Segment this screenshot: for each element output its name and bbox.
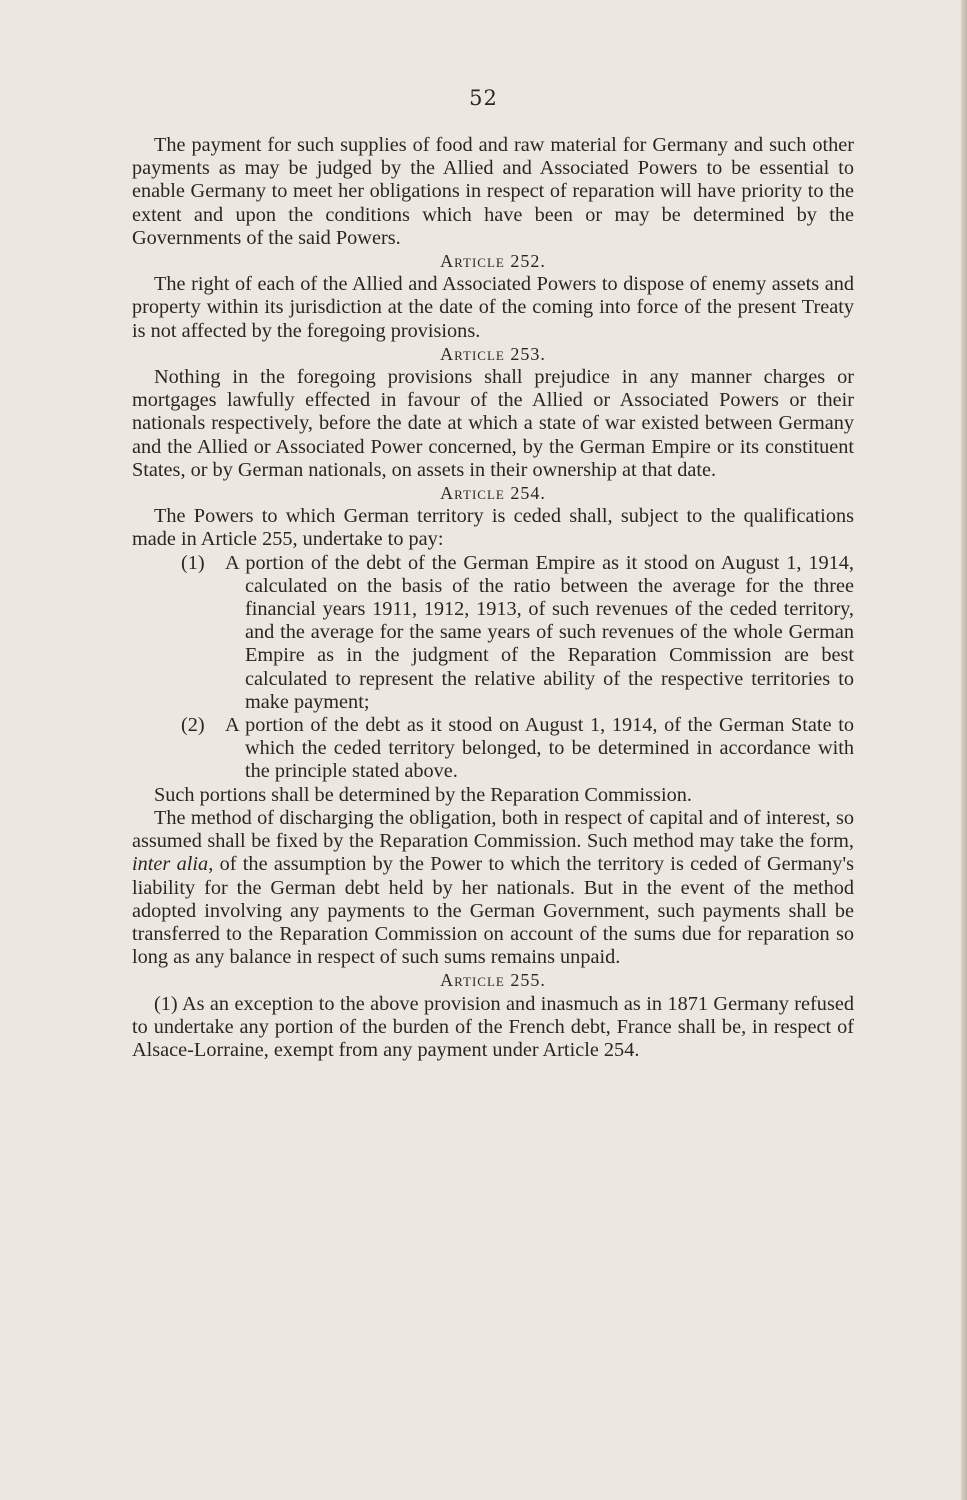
page-number: 52 [469, 86, 498, 110]
list-item-number: (2) [181, 714, 205, 737]
page-edge [961, 0, 967, 1500]
article-253-text: Nothing in the foregoing provisions shall prejudice in any manner charges or mortgages lawfully effected in favour of the Allied or Associated Powers or their nationals respectively, before the date at which a state of war existed between Germany and the Allied or Associated Power concerned, by the German Empire or its constituent States, or by German nationals, on assets in their ownership at that date. [132, 366, 854, 481]
method-text-start: The method of discharging the obligation, both in respect of capital and of interest, so assumed shall be fixed by the Reparation Commission. Such method may take the form, [132, 806, 854, 853]
page-body [132, 134, 854, 1062]
article-252-text: The right of each of the Allied and Associated Powers to dispose of enemy assets and property within its jurisdiction at the date of the coming into force of the present Treaty is not affected by the foregoing provisions. [132, 273, 854, 342]
article-254-heading: Article 254. [440, 483, 546, 504]
article-252-heading: Article 252. [440, 251, 546, 272]
list-item-text: A portion of the debt as it stood on August 1, 1914, of the German State to which the ceded territory belonged, to be determined in accordance with the principle stated above. [225, 714, 854, 783]
list-item-number: (1) [181, 551, 205, 574]
article-254-item-1 [132, 552, 854, 714]
list-item-text: A portion of the debt of the German Empire as it stood on August 1, 1914, calculated on the basis of the ratio between the average for the three financial years 1911, 1912, 1913, of such revenues of the ceded territory, and the average for the same years of such revenues of the whole German Empire as in the judgment of the Reparation Commission are best calculated to represent the relative ability of the respective territories to make payment; [225, 551, 854, 713]
article-255-heading: Article 255. [440, 970, 546, 991]
intro-paragraph: The payment for such supplies of food and raw material for Germany and such other payments as may be judged by the Allied and Associated Powers to be essential to enable Germany to meet her obligations in respect of reparation will have priority to the extent and upon the conditions which have been or may be determined by the Governments of the said Powers. [132, 134, 854, 249]
article-254-intro: The Powers to which German territory is ceded shall, subject to the qualifications made in Article 255, undertake to pay: [132, 505, 854, 551]
article-255-text: (1) As an exception to the above provision and inasmuch as in 1871 Germany refused to undertake any portion of the burden of the French debt, France shall be, in respect of Alsace-Lorraine, exempt from any payment under Article 254. [132, 992, 854, 1061]
method-italic-phrase: inter alia [132, 853, 209, 876]
article-253-heading: Article 253. [440, 343, 546, 364]
article-254-method [132, 807, 854, 969]
article-254-item-2 [132, 714, 854, 784]
method-text-end: , of the assumption by the Power to which the territory is ceded of Germany's liability for the German debt held by her nationals. But in the event of the method adopted involving any payments to the German Government, such payments shall be transferred to the Reparation Commission on account of the sums due for reparation so long as any balance in respect of such sums remains unpaid. [132, 853, 854, 969]
article-254-portions: Such portions shall be determined by the Reparation Commission. [154, 783, 692, 806]
